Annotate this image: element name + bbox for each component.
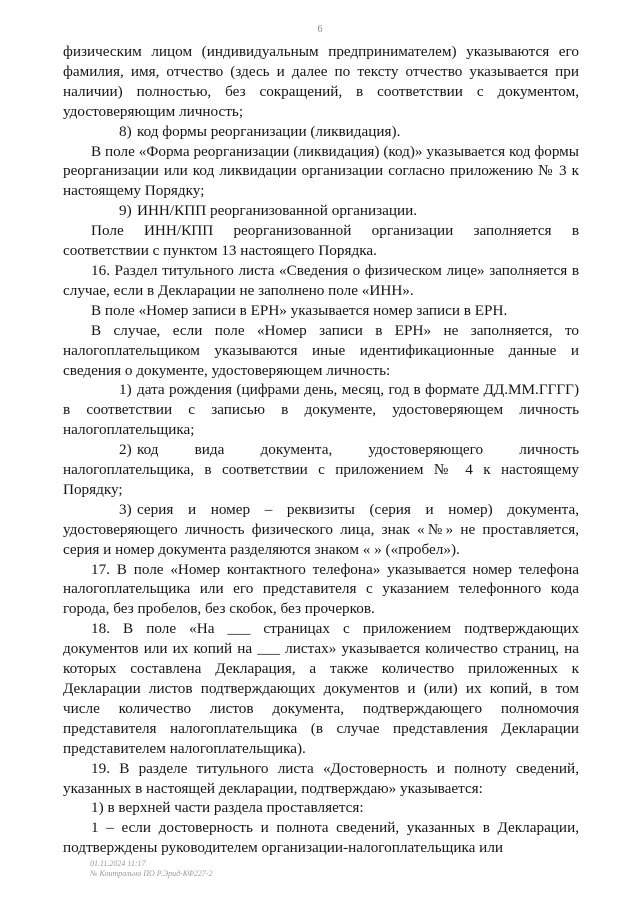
paragraph: физическим лицом (индивидуальным предпринимателем) указываются его фамилия, имя, отчество (здесь и далее по тексту отчество указывается при наличии) полностью, без сокращений, в соответствии с документом, удостоверяющим личность;	[63, 43, 579, 120]
list-label: 1)	[119, 381, 132, 399]
paragraph: 1) дата рождения (цифрами день, месяц, год в формате ДД.ММ.ГГГГ) в соответствии с записью в документе, удостоверяющем личность налогоплательщика;	[63, 381, 579, 439]
paragraph: 9) ИНН/КПП реорганизованной организации.	[63, 201, 579, 221]
paragraph: В поле «Номер записи в ЕРН» указывается номер записи в ЕРН.	[91, 301, 508, 319]
document-stamp	[90, 859, 213, 879]
paragraph: 16. Раздел титульного листа «Сведения о физическом лице» заполняется в случае, если в Декларации не заполнено поле «ИНН».	[63, 261, 579, 299]
paragraph: 2) код вида документа, удостоверяющего личность налогоплательщика, в соответствии с приложением № 4 к настоящему Порядку;	[63, 441, 579, 498]
stamp-date: 01.11.2024 11:17	[90, 859, 146, 868]
list-label: 9)	[119, 202, 132, 220]
body-text	[63, 42, 579, 858]
paragraph: Поле ИНН/КПП реорганизованной организации заполняется в соответствии с пунктом 13 настоящего Порядка.	[63, 222, 579, 260]
paragraph: 18. В поле «На ___ страницах с приложением подтверждающих документов или их копий на ___ листах» указывается количество страниц, на которых составлена Декларация, а также количество приложенных к Декларации листов подтверждающих документов и (или) их копий, в том числе количество листов документа, подтверждающего полномочия представителя налогоплательщика (в случае представления Декларации представителем налогоплательщика).	[63, 620, 579, 757]
paragraph: 1 – если достоверность и полнота сведений, указанных в Декларации, подтверждены руководителем организации-налогоплательщика или	[63, 819, 579, 857]
list-label: 3)	[119, 500, 132, 518]
stamp-code: № Контрольно ПО Р.Эрид-КФ227-2	[90, 869, 213, 878]
list-label: 8)	[119, 122, 132, 140]
paragraph: В случае, если поле «Номер записи в ЕРН» не заполняется, то налогоплательщиком указываются иные идентификационные данные и сведения о документе, удостоверяющем личность:	[63, 321, 579, 379]
paragraph: 19. В разделе титульного листа «Достоверность и полноту сведений, указанных в настоящей декларации, подтверждаю» указывается:	[63, 759, 579, 797]
paragraph: 8) код формы реорганизации (ликвидация).	[63, 122, 579, 142]
paragraph: 1) в верхней части раздела проставляется:	[91, 799, 364, 817]
page-number: 6	[317, 24, 323, 35]
paragraph: 17. В поле «Номер контактного телефона» указывается номер телефона налогоплательщика или его представителя с указанием телефонного кода города, без пробелов, без скобок, без прочерков.	[63, 560, 579, 618]
paragraph: В поле «Форма реорганизации (ликвидация) (код)» указывается код формы реорганизации или код ликвидации организации согласно приложению № 3 к настоящему Порядку;	[63, 142, 579, 200]
list-label: 2)	[119, 441, 132, 459]
paragraph: 3) серия и номер – реквизиты (серия и номер) документа, удостоверяющего личность физического лица, знак «№» не проставляется, серия и номер документа разделяются знаком « » («пробел»).	[63, 500, 579, 558]
